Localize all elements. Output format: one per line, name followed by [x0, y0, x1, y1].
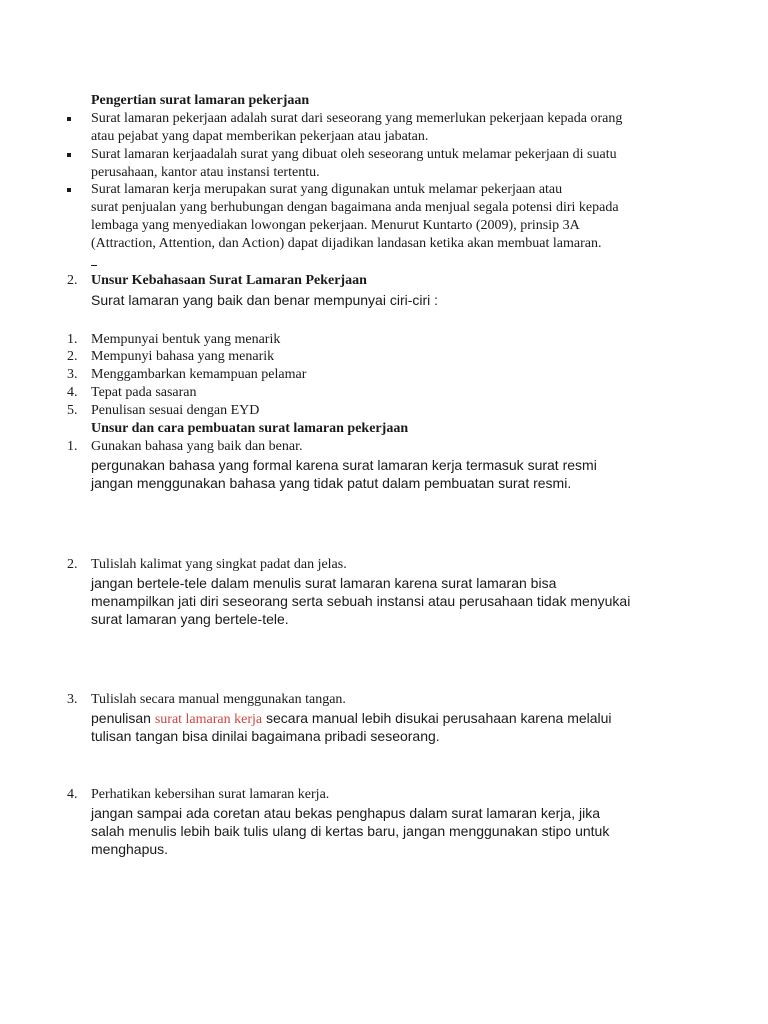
- step-body: tulisan tangan bisa dinilai bagaimana pribadi seseorang.: [91, 728, 440, 744]
- step-body: menghapus.: [91, 841, 169, 857]
- step-body: jangan bertele-tele dalam menulis surat lamaran karena surat lamaran bisa: [91, 575, 557, 591]
- bullet3-line2: surat penjualan yang berhubungan dengan bagaimana anda menjual segala potensi diri kepada: [91, 200, 619, 215]
- bullet2-line1: Surat lamaran kerjaadalah surat yang dibuat oleh seseorang untuk melamar pekerjaan di suatu: [91, 147, 617, 162]
- criteria-number: 5.: [67, 403, 78, 418]
- criteria-item: Penulisan sesuai dengan EYD: [91, 403, 260, 418]
- criteria-number: 1.: [67, 332, 78, 347]
- bullet-icon: [67, 188, 71, 192]
- surat-lamaran-kerja-link[interactable]: surat lamaran kerja: [154, 712, 263, 727]
- step-body-suffix: secara manual lebih disukai perusahaan karena melalui: [262, 710, 612, 726]
- section1-heading: Pengertian surat lamaran pekerjaan: [91, 93, 310, 108]
- bullet-icon: [67, 117, 71, 121]
- bullet3-line4: (Attraction, Attention, dan Action) dapat dijadikan landasan ketika akan membuat lamaran.: [91, 236, 602, 251]
- criteria-number: 3.: [67, 367, 78, 382]
- step-title: Gunakan bahasa yang baik dan benar.: [91, 439, 303, 454]
- bullet3-line3: lembaga yang menyediakan lowongan pekerjaan. Menurut Kuntarto (2009), prinsip 3A: [91, 218, 580, 233]
- step-body: salah menulis lebih baik tulis ulang di kertas baru, jangan menggunakan stipo untuk: [91, 823, 610, 839]
- step-number: 2.: [67, 557, 78, 572]
- section2-number: 2.: [67, 273, 78, 288]
- section2-heading: Unsur Kebahasaan Surat Lamaran Pekerjaan: [91, 273, 367, 288]
- step-body: [91, 709, 612, 729]
- step-number: 1.: [67, 439, 78, 454]
- bullet3-line1: Surat lamaran kerja merupakan surat yang digunakan untuk melamar pekerjaan atau: [91, 182, 563, 197]
- bullet1-line1: Surat lamaran pekerjaan adalah surat dari seseorang yang memerlukan pekerjaan kepada orang: [91, 111, 623, 126]
- criteria-number: 4.: [67, 385, 78, 400]
- bullet-icon: [67, 153, 71, 157]
- section3-heading: Unsur dan cara pembuatan surat lamaran pekerjaan: [91, 421, 409, 436]
- step-body: jangan menggunakan bahasa yang tidak patut dalam pembuatan surat resmi.: [91, 475, 572, 491]
- step-body: surat lamaran yang bertele-tele.: [91, 611, 289, 627]
- step-body-prefix: penulisan: [91, 710, 155, 726]
- step-body: pergunakan bahasa yang formal karena surat lamaran kerja termasuk surat resmi: [91, 457, 597, 473]
- criteria-item: Menggambarkan kemampuan pelamar: [91, 367, 307, 382]
- step-number: 4.: [67, 787, 78, 802]
- step-title: Tulislah kalimat yang singkat padat dan jelas.: [91, 557, 347, 572]
- criteria-item: Mempunyi bahasa yang menarik: [91, 349, 275, 364]
- bullet1-line2: atau pejabat yang dapat memberikan pekerjaan atau jabatan.: [91, 129, 429, 144]
- step-body: jangan sampai ada coretan atau bekas penghapus dalam surat lamaran kerja, jika: [91, 805, 600, 821]
- step-title: Tulislah secara manual menggunakan tangan.: [91, 692, 346, 707]
- underline-mark: [91, 265, 97, 266]
- step-body: menampilkan jati diri seseorang serta sebuah instansi atau perusahaan tidak menyukai: [91, 593, 631, 609]
- section2-intro: Surat lamaran yang baik dan benar mempunyai ciri-ciri :: [91, 292, 439, 308]
- criteria-item: Mempunyai bentuk yang menarik: [91, 332, 281, 347]
- step-number: 3.: [67, 692, 78, 707]
- criteria-item: Tepat pada sasaran: [91, 385, 197, 400]
- bullet2-line2: perusahaan, kantor atau instansi tertentu.: [91, 165, 320, 180]
- step-title: Perhatikan kebersihan surat lamaran kerja.: [91, 787, 330, 802]
- criteria-number: 2.: [67, 349, 78, 364]
